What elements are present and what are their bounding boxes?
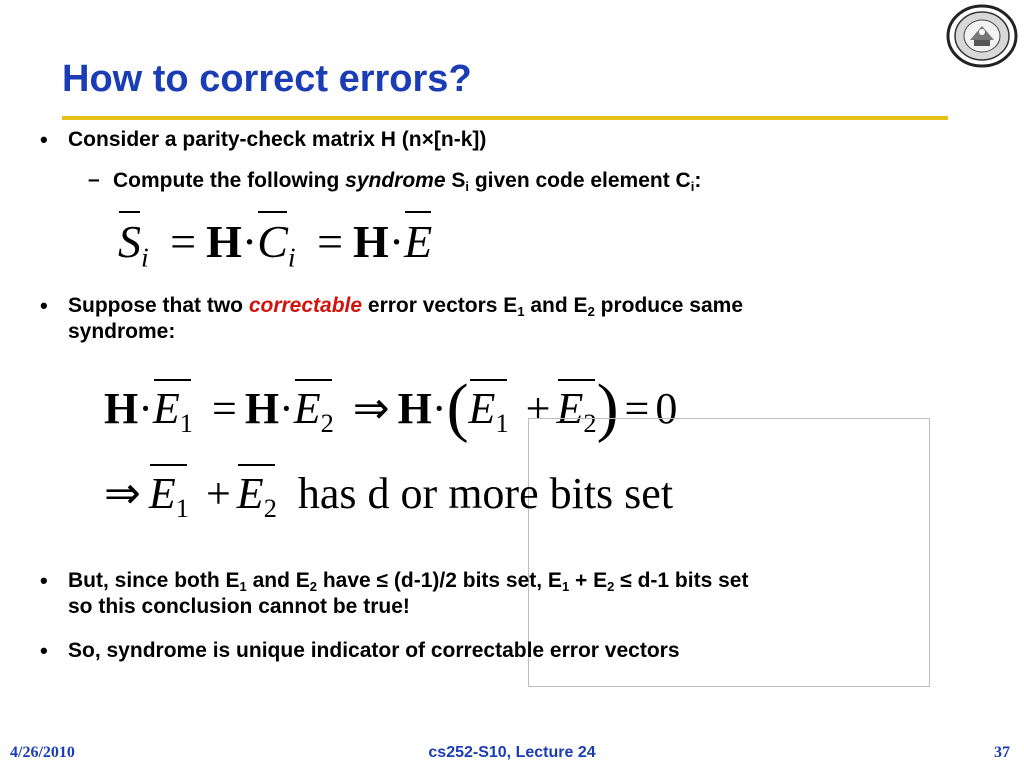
bullet-marker: • — [40, 127, 48, 152]
bullet-4: So, syndrome is unique indicator of correctable error vectors — [68, 639, 680, 662]
title-underline — [62, 116, 948, 120]
sub-bullet-syndrome: Compute the following syndrome $S_i$ given code element $C_i$: — [113, 169, 702, 194]
bullet-2: Suppose that two correctable error vectors $E_1$ and $E_2$ produce same syndrome: — [68, 294, 744, 343]
sub-bullet-marker: – — [88, 168, 100, 191]
university-seal-icon — [946, 4, 1018, 68]
footer-date: 4/26/2010 — [10, 744, 75, 761]
bullet-3: But, since both $E_1$ and $E_2$ have ≤ (d-1)/2 bits set, $E_1 + E_2 \le d-1$ bits set so this conclusion cannot be true! — [68, 569, 749, 618]
slide-title: How to correct errors? — [62, 58, 472, 100]
equation-conclusion: ⇒ $E_1 + E_2$ has d or more bits set — [104, 469, 674, 524]
bullet-marker: • — [40, 293, 48, 318]
equation-equal-syndromes: $H\cdot E_1 = H\cdot E_2$ ⇒ $H\cdot(E_1 + E_2) = 0$ — [104, 371, 678, 444]
bullet-1: Consider a parity-check matrix H (n×[n-k]) — [68, 128, 487, 151]
footer-lecture: cs252-S10, Lecture 24 — [428, 744, 596, 761]
bullet-marker: • — [40, 568, 48, 593]
footer-page-number: 37 — [994, 744, 1010, 761]
equation-syndrome: $S_i = H\cdot C_i = H\cdot E$ — [118, 216, 433, 273]
bullet-marker: • — [40, 638, 48, 663]
